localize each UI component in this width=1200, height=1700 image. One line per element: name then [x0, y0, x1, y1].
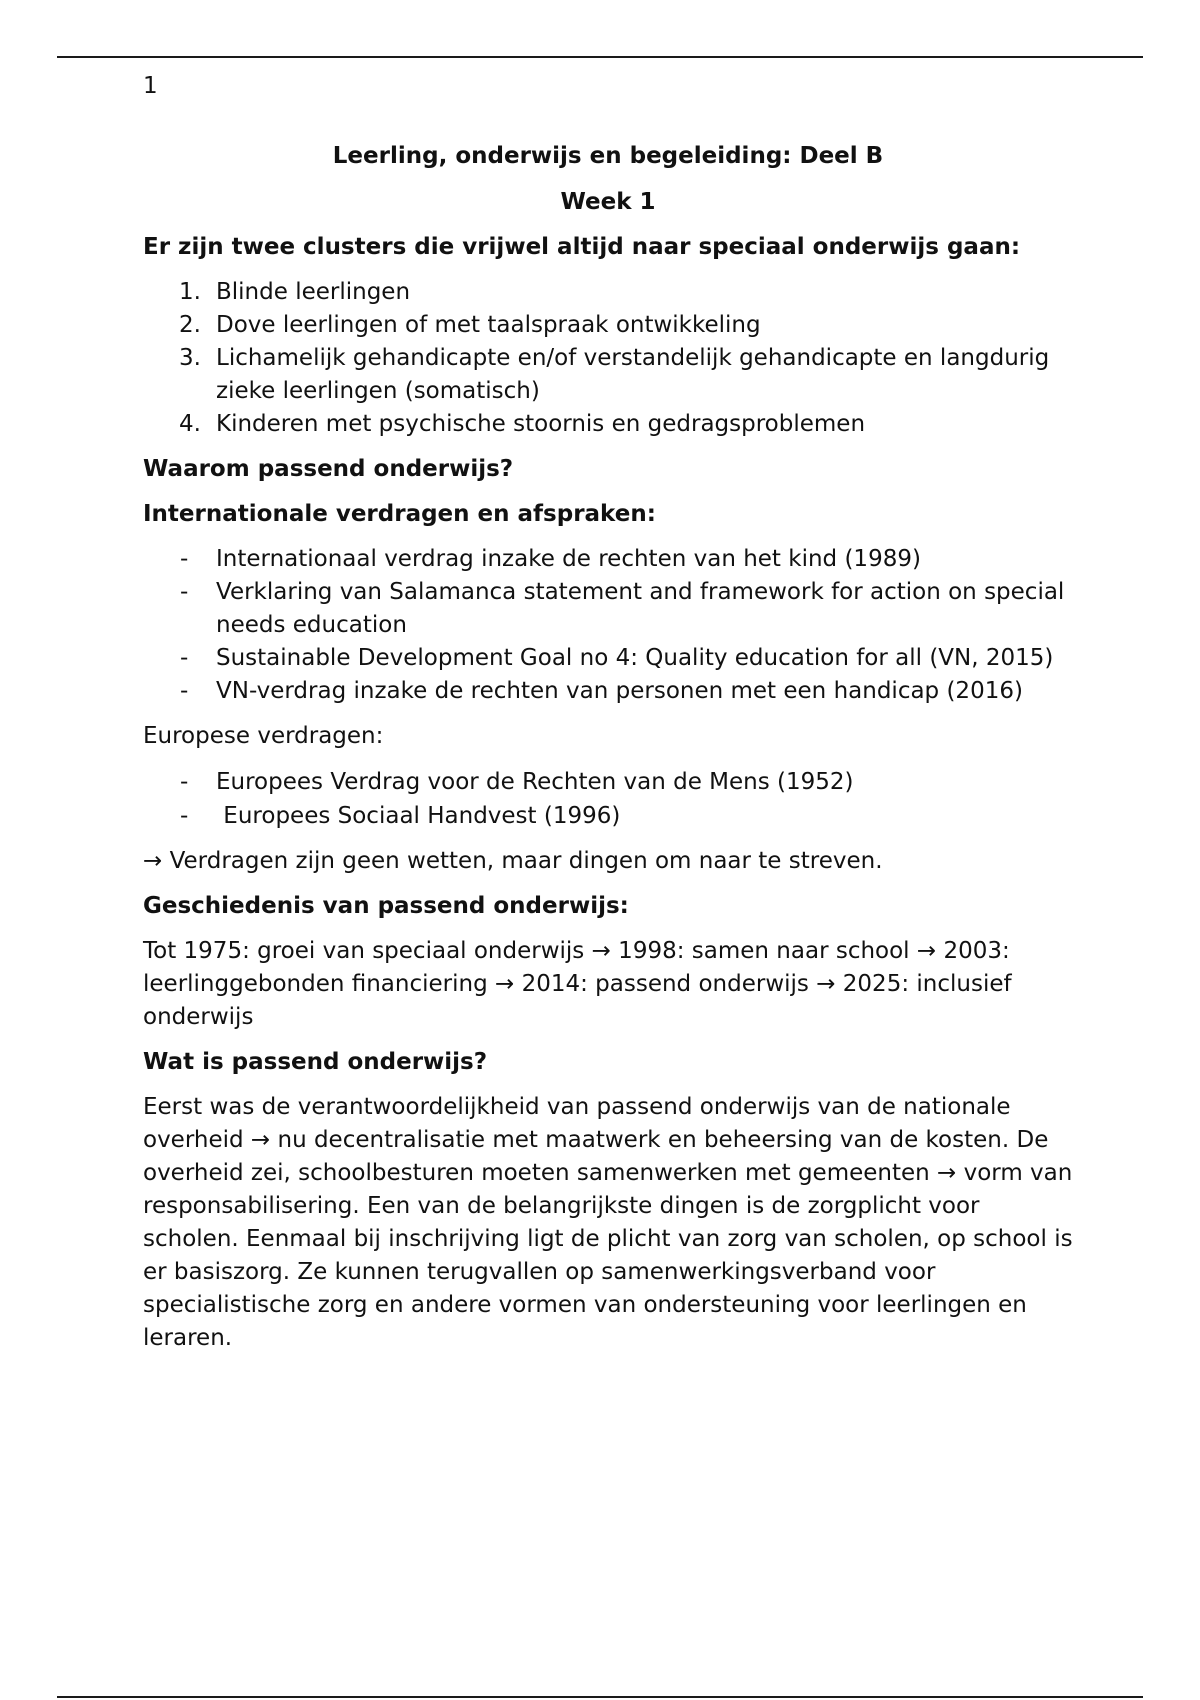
list-marker: 1. [179, 279, 201, 305]
list-marker: - [180, 769, 189, 795]
footer-rule [57, 1696, 1143, 1698]
list-item [143, 309, 1073, 342]
european-label: Europese verdragen: [143, 723, 384, 749]
list-item [143, 543, 1073, 576]
list-marker: - [180, 579, 189, 605]
list-item-text: Dove leerlingen of met taalspraak ontwikkeling [216, 312, 761, 338]
list-item-text: Europees Sociaal Handvest (1996) [216, 803, 621, 829]
list-marker: - [180, 546, 189, 572]
list-marker: 3. [179, 345, 201, 371]
clusters-list [143, 276, 1073, 441]
clusters-heading: Er zijn twee clusters die vrijwel altijd naar speciaal onderwijs gaan: [143, 234, 1021, 260]
list-marker: 4. [179, 411, 201, 437]
list-item-text: Verklaring van Salamanca statement and framework for action on special needs education [216, 579, 1065, 638]
history-heading: Geschiedenis van passend onderwijs: [143, 893, 629, 919]
international-list [143, 543, 1073, 708]
list-item-text: Europees Verdrag voor de Rechten van de Mens (1952) [216, 769, 854, 795]
list-item [143, 276, 1073, 309]
list-marker: - [180, 645, 189, 671]
list-item [143, 576, 1073, 642]
international-heading: Internationale verdragen en afspraken: [143, 501, 656, 527]
list-item [143, 799, 1073, 833]
list-item-text: Lichamelijk gehandicapte en/of verstandelijk gehandicapte en langdurig zieke leerlingen (somatisch) [216, 345, 1050, 404]
list-marker: 2. [179, 312, 201, 338]
list-item [143, 408, 1073, 441]
list-item-text: Blinde leerlingen [216, 279, 411, 305]
list-item [143, 642, 1073, 675]
document-title: Leerling, onderwijs en begeleiding: Deel B [332, 143, 884, 169]
week-heading: Week 1 [560, 189, 656, 215]
header-rule [57, 56, 1143, 58]
why-heading: Waarom passend onderwijs? [143, 456, 514, 482]
list-marker: - [180, 678, 189, 704]
page-number: 1 [143, 73, 158, 99]
what-paragraph: Eerst was de verantwoordelijkheid van passend onderwijs van de nationale overheid → nu decentralisatie met maatwerk en beheersing van de kosten. De overheid zei, schoolbesturen moeten samenwerken met gemeenten → vorm van responsabilisering. Een van de belangrijkste dingen is de zorgplicht voor scholen. Eenmaal bij inschrijving ligt de plicht van zorg van scholen, op school is er basiszorg. Ze kunnen terugvallen op samenwerkingsverband voor specialistische zorg en andere vormen van ondersteuning voor leerlingen en leraren. [143, 1094, 1073, 1351]
list-item-text: VN-verdrag inzake de rechten van personen met een handicap (2016) [216, 678, 1023, 704]
list-item [143, 342, 1073, 408]
list-item [143, 675, 1073, 708]
list-item [143, 765, 1073, 799]
document-body [143, 140, 1073, 1355]
list-item-text: Kinderen met psychische stoornis en gedragsproblemen [216, 411, 866, 437]
european-list [143, 765, 1073, 833]
list-item-text: Internationaal verdrag inzake de rechten van het kind (1989) [216, 546, 921, 572]
history-paragraph: Tot 1975: groei van speciaal onderwijs → 1998: samen naar school → 2003: leerlinggebonden financiering → 2014: passend onderwijs → 2025: inclusief onderwijs [143, 938, 1012, 1030]
list-marker: - [180, 803, 189, 829]
list-item-text: Sustainable Development Goal no 4: Quality education for all (VN, 2015) [216, 645, 1054, 671]
what-heading: Wat is passend onderwijs? [143, 1049, 488, 1075]
treaties-note: → Verdragen zijn geen wetten, maar dingen om naar te streven. [143, 848, 883, 874]
